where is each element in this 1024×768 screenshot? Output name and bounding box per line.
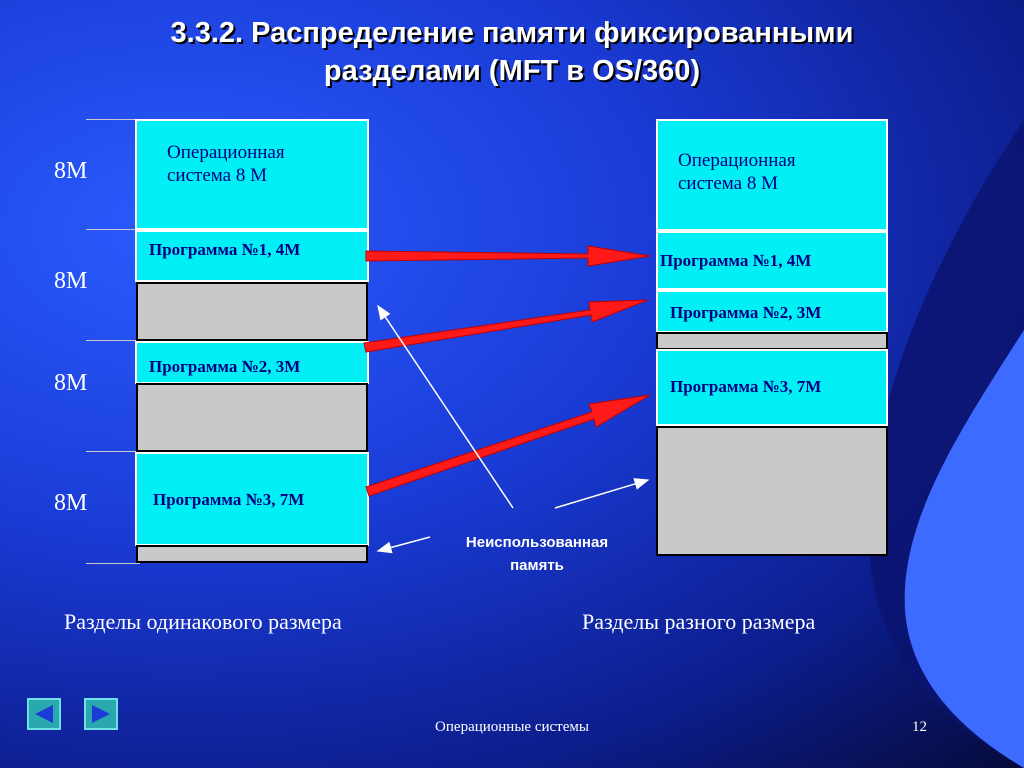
unused-memory-label — [430, 531, 644, 577]
left-program2-label: Программа №2, 3М — [149, 357, 301, 376]
partition-size-label: 8M — [54, 158, 88, 184]
right-os-label-line2: система 8 М — [678, 173, 778, 194]
title-line-2: разделами (MFT в OS/360) — [323, 55, 701, 87]
footer-text: Операционные системы — [435, 719, 589, 735]
triangle-right-icon — [86, 700, 116, 728]
left-os-label-line2: система 8 М — [167, 165, 267, 186]
arrow-program1-relocation — [366, 246, 650, 266]
right-program3-label: Программа №3, 7М — [670, 377, 822, 396]
partition-size-label: 8M — [54, 370, 88, 396]
partition-size-label: 8M — [54, 490, 88, 516]
triangle-left-icon — [29, 700, 59, 728]
arrow-program3-relocation — [366, 395, 650, 496]
partition-size-label: 8M — [54, 268, 88, 294]
page-number: 12 — [912, 719, 927, 735]
pointer-to-left-unused-bottom — [378, 537, 430, 551]
pointer-to-right-unused — [555, 480, 648, 508]
title-line-1: 3.3.2. Распределение памяти фиксированными — [170, 17, 854, 49]
unused-memory-label-line1: Неиспользованная — [465, 534, 609, 551]
previous-slide-button[interactable] — [27, 698, 61, 730]
right-program2-label: Программа №2, 3М — [670, 303, 822, 322]
arrow-program2-relocation — [364, 300, 648, 352]
unused-memory-label-line2: память — [510, 557, 564, 574]
left-program3-label: Программа №3, 7М — [153, 490, 305, 509]
next-slide-button[interactable] — [84, 698, 118, 730]
left-os-label-line1: Операционная — [167, 142, 285, 163]
right-os-label-line1: Операционная — [678, 150, 796, 171]
left-program1-label: Программа №1, 4М — [149, 240, 301, 259]
right-program1-label: Программа №1, 4М — [660, 251, 812, 270]
right-caption: Разделы разного размера — [582, 609, 816, 634]
left-caption: Разделы одинакового размера — [64, 609, 342, 634]
